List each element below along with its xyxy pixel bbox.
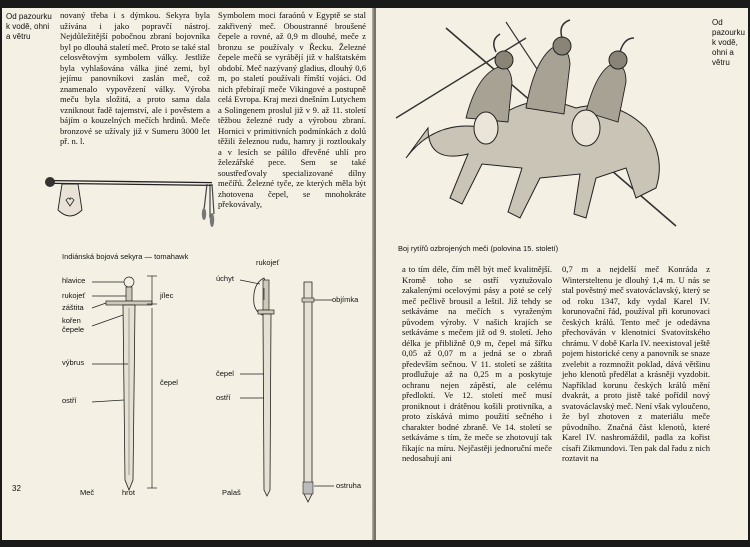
knights-battle-illustration bbox=[376, 8, 706, 246]
label-hlavice: hlavice bbox=[62, 276, 86, 285]
label-jilec: jílec bbox=[160, 291, 174, 300]
right-column-2-text: 0,7 m a nejdelší meč Konráda z Wintersteltenu je dlouhý 1,4 m. U nás se stal pověstný meč svatováclavský, který se od roku 1347, kdy vydal Karel IV. korunovační řád, používal při korunovaci českých králů. Tento meč je odedávna přechováván v klenotnici Svatovítského chrámu. V době Karla IV. neexistoval ještě pojem historické ceny a panovník se snaze zvelebit a rozmnožit poklad, dává většinu jeho klenotů předělat a krásněji vyzdobit. Například korunu českých králů mění dvakrát, a proto jistě také pořídil nový svatováclavský meč. Není však vyloučeno, že byl zhotoven z materiálu meče původního. Značná část klenotů, které Karel IV. nashromáždil, padla za kořist císaři Zikmundovi. Ten pak dal řadu z nich roztavit na bbox=[562, 264, 710, 463]
label-palas: Palaš bbox=[222, 488, 241, 497]
margin-note-right: Od pazourku k vodě, ohni a větru bbox=[712, 18, 745, 67]
label-palas-ostruha: ostruha bbox=[336, 481, 362, 490]
right-page bbox=[376, 8, 748, 540]
left-column-2-text: Symbolem moci faraónů v Egyptě se stal zakřivený meč. Oboustranné broušené čepele a rovné, až 0,9 m dlouhé, meče z bronzu se používaly v Řecku. Železné čepele mečů se vyrábějí již v halštatském období. Meč nazývaný gladius, dlouhý 0,6 m, po staletí používali římští vojáci. Od nich přebírají meče Vikingové a postupně celá Evropa. Kraj mezi dnešním Lutychem a Solingenem proslul již v 9. až 11. století těžbou železné rudy a výrobou zbraní. Hornici v primitivních podmínkách z dolů těžili železnou rudu, hamry ji roztloukaly a v lesích se pálilo dřevěné uhlí pro železářské pece. Sem se také soustřeďovaly specializované dílny mečířů. Železné tyče, ze kterých měla být zhotovena čepel, se mnohokráte překovávaly, bbox=[218, 10, 366, 209]
label-ostri: ostří bbox=[62, 396, 77, 405]
label-palas-cepel: čepel bbox=[216, 369, 234, 378]
label-zastita: záštita bbox=[62, 303, 84, 312]
right-column-1-text: a to tím déle, čím měl být meč kvalitnější. Kromě toho se ostří vyztužovalo zakalenými ocelovými pásy a poté se celý meč pečlivě brousil a leštil. Již tehdy se setkáváme na mečích s vyraženým původem výroby. V našich krajích se setkáváme s mečem již od 9. století. Jeho délka je přibližně 0,9 m, čepel má šířku 0,05 až 0,07 m a jedná se o zbraň především sečnou. V 11. století se záštita prodlužuje až na 0,25 m a poskytuje ochranu nejen zápěstí, ale celému předloktí. Ve 12. století meč musí proniknout i drátěnou košili protivníka, a proto získává mimo použití sečného i charakter bodné zbraně. Ve 14. století se setkáváme s tím, že meče se zhotovují tak říkajíc na míru. Nejčastěji jednoruční meče nedosahují ani bbox=[402, 264, 552, 463]
page-number: 32 bbox=[12, 484, 21, 493]
margin-note: Od pazourku k vodě, ohni a větru bbox=[6, 12, 52, 41]
label-cepel: čepel bbox=[160, 378, 178, 387]
tomahawk-illustration bbox=[32, 170, 222, 234]
label-vybrus: výbrus bbox=[62, 358, 85, 367]
label-palas-rukojet: rukojeť bbox=[256, 258, 280, 267]
label-palas-objimka: objímka bbox=[332, 295, 359, 304]
label-hrot: hrot bbox=[122, 488, 135, 497]
label-rukojet: rukojeť bbox=[62, 291, 86, 300]
left-column-1-text: novaný třeba i s dýmkou. Sekyra byla užívána i jako popravčí nástroj. Nejdůležitější pobočnou zbraní bojovníka byl po dlouhá staletí meč. Proto se také stal celosvětovým symbolem války. Jestliže byla vyhlašována válka jiné zemi, byl jejímu panovníkovi zaslán meč, což znamenalo vypovězení války. Výroba meču byla složitá, a proto sama dala vzniknout řadě tajemství, ale i pověstem a bájím o kouzelných mečích hrdinů. Meče bronzové se užívaly již v Sumeru 3000 let př. n. l. bbox=[60, 10, 210, 146]
illustration-caption: Boj rytířů ozbrojených meči (polovina 15. století) bbox=[398, 244, 559, 253]
label-koren-cepele: kořen čepele bbox=[62, 316, 85, 334]
left-page bbox=[2, 8, 374, 540]
label-mec: Meč bbox=[80, 488, 95, 497]
sword-diagram bbox=[2, 270, 374, 500]
label-palas-uchyt: úchyt bbox=[216, 274, 234, 283]
tomahawk-caption: Indiánská bojová sekyra — tomahawk bbox=[62, 252, 189, 261]
label-palas-ostri: ostří bbox=[216, 393, 231, 402]
